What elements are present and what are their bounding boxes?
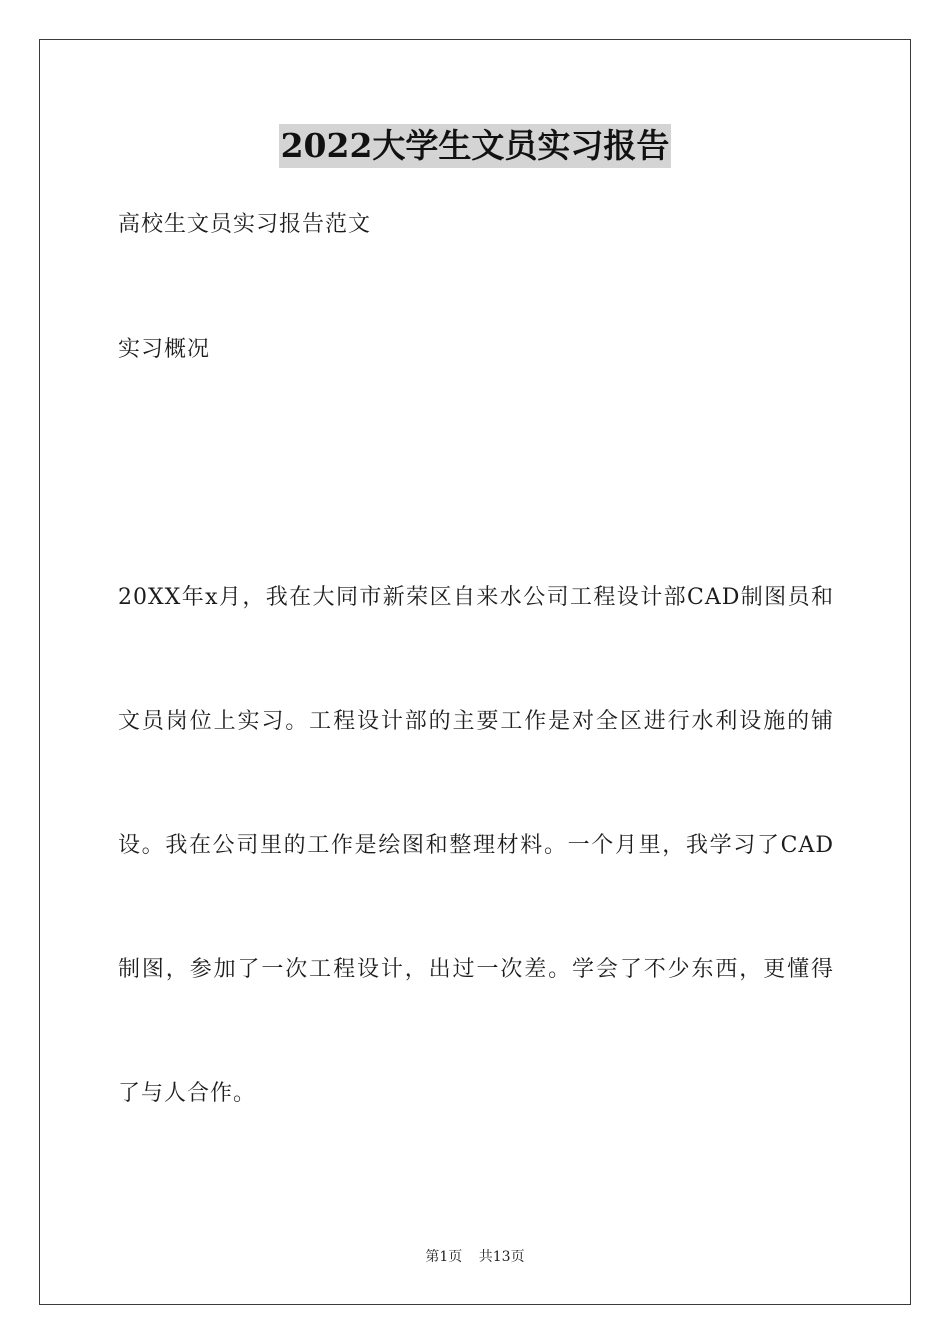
paragraph-line: 20XX年x月，我在大同市新荣区自来水公司工程设计部CAD制图员和: [118, 585, 834, 610]
document-title: 2022大学生文员实习报告: [279, 124, 672, 168]
paragraph-line: 文员岗位上实习。工程设计部的主要工作是对全区进行水利设施的铺: [118, 709, 834, 734]
paragraph-line: 制图，参加了一次工程设计，出过一次差。学会了不少东西，更懂得: [118, 957, 834, 982]
page-total: 共13页: [478, 1249, 525, 1265]
page-number: 第1页: [425, 1249, 463, 1265]
paragraph-line: 了与人合作。: [118, 1081, 257, 1106]
paragraph-line: 设。我在公司里的工作是绘图和整理材料。一个月里，我学习了CAD: [118, 833, 834, 858]
title-container: [0, 124, 950, 168]
document-subtitle: 高校生文员实习报告范文: [118, 212, 372, 237]
section-heading: 实习概况: [118, 337, 211, 362]
page-footer: [0, 1247, 950, 1267]
